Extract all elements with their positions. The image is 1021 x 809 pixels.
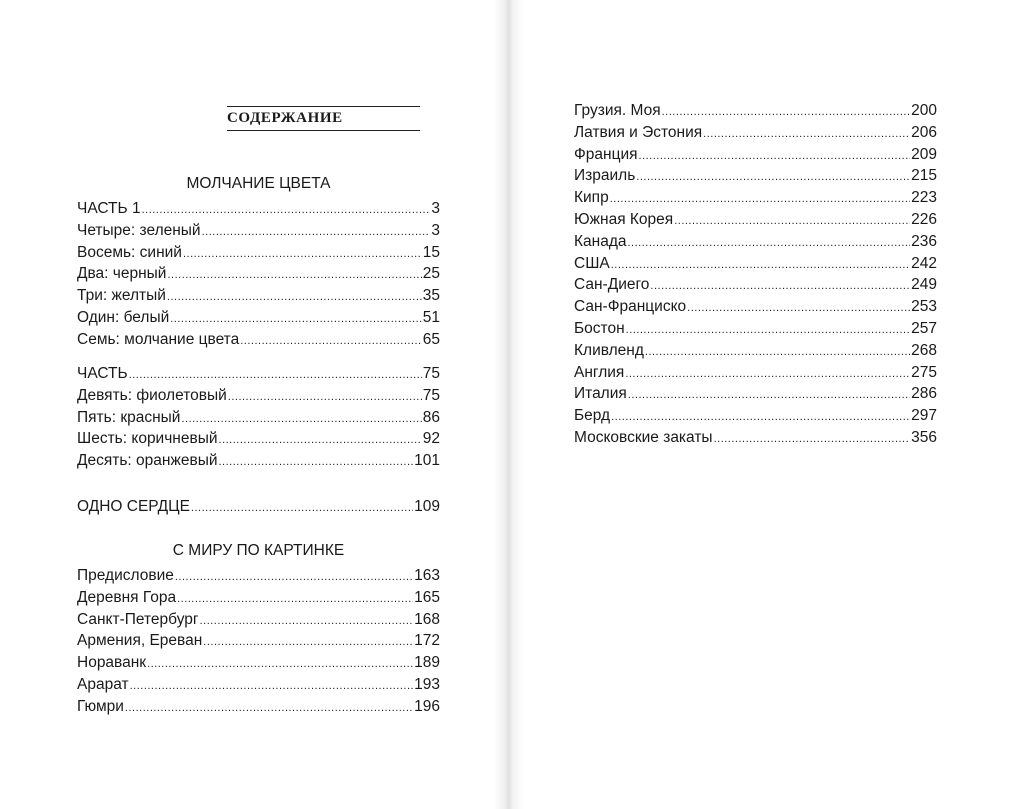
toc-entry[interactable] xyxy=(77,265,440,287)
entry-title: Нораванк xyxy=(77,654,147,672)
dot-leader xyxy=(181,413,421,425)
entry-title: Шесть: коричневый xyxy=(77,430,218,448)
entry-title: Грузия. Моя xyxy=(574,102,661,119)
dot-leader xyxy=(650,280,910,292)
dot-leader xyxy=(170,313,422,325)
toc-entry[interactable] xyxy=(574,364,937,386)
dot-leader xyxy=(125,702,413,714)
entry-page: 86 xyxy=(422,408,440,426)
entry-title: Деревня Гора xyxy=(77,588,177,606)
entry-page: 206 xyxy=(911,123,937,141)
entry-page: 196 xyxy=(414,697,440,715)
entry-title: Гюмри xyxy=(77,697,124,715)
toc-entry[interactable] xyxy=(574,146,937,168)
toc-entry[interactable] xyxy=(574,385,937,407)
entry-page: 101 xyxy=(414,452,440,470)
dot-leader xyxy=(228,391,422,403)
dot-leader xyxy=(703,128,910,140)
entry-title: Арарат xyxy=(77,675,129,693)
dot-leader xyxy=(662,106,911,118)
entry-title: Сан-Диего xyxy=(574,276,650,294)
entry-page: 3 xyxy=(431,221,440,239)
entry-page: 172 xyxy=(414,632,440,650)
dot-leader xyxy=(636,171,910,183)
entry-page: 249 xyxy=(911,276,937,294)
dot-leader xyxy=(129,369,422,381)
toc-entry[interactable] xyxy=(77,309,440,331)
dot-leader xyxy=(610,193,910,205)
toc-entry[interactable] xyxy=(77,452,440,474)
entry-title: Семь: молчание цвета xyxy=(77,330,240,348)
toc-entry[interactable] xyxy=(574,189,937,211)
entry-title: ОДНО СЕРДЦЕ xyxy=(77,498,190,515)
dot-leader xyxy=(203,636,413,648)
entry-title: ЧАСТЬ xyxy=(77,365,128,382)
dot-leader xyxy=(628,389,910,401)
toc-entry[interactable] xyxy=(77,244,440,266)
entry-title: ЧАСТЬ 1 xyxy=(77,200,141,217)
toc-entry[interactable] xyxy=(574,124,937,146)
dot-leader xyxy=(202,226,431,238)
entry-title: Предисловие xyxy=(77,567,174,584)
toc-entry[interactable] xyxy=(574,255,937,277)
dot-leader xyxy=(611,259,910,271)
entry-title: Южная Корея xyxy=(574,210,674,228)
dot-leader xyxy=(714,433,911,445)
entry-page: 15 xyxy=(422,243,440,261)
entry-page: 209 xyxy=(911,145,937,163)
entry-title: Франция xyxy=(574,145,638,163)
entry-page: 75 xyxy=(422,365,440,382)
entry-page: 193 xyxy=(414,675,440,693)
entry-title: Израиль xyxy=(574,167,636,185)
entry-page: 200 xyxy=(911,102,937,119)
entry-page: 253 xyxy=(911,298,937,316)
toc-entry[interactable] xyxy=(77,589,440,611)
dot-leader xyxy=(175,571,413,583)
toc-entry[interactable] xyxy=(77,654,440,676)
dot-leader xyxy=(611,411,910,423)
entry-title: США xyxy=(574,254,610,272)
toc-list-silence-part2 xyxy=(77,365,440,474)
entry-page: 109 xyxy=(414,498,440,515)
entry-title: Кливленд xyxy=(574,341,644,359)
toc-entry[interactable] xyxy=(574,211,937,233)
entry-page: 297 xyxy=(911,407,937,425)
book-gutter-shadow xyxy=(494,0,524,809)
entry-title: Берд xyxy=(574,407,611,425)
toc-list-silence-part1 xyxy=(77,200,440,353)
entry-page: 65 xyxy=(422,330,440,348)
entry-page: 275 xyxy=(911,363,937,381)
toc-entry[interactable] xyxy=(574,102,937,124)
toc-entry[interactable] xyxy=(77,200,440,222)
dot-leader xyxy=(639,150,911,162)
toc-entry[interactable] xyxy=(77,567,440,589)
entry-page: 35 xyxy=(422,287,440,305)
toc-entry[interactable] xyxy=(574,429,937,451)
toc-entry[interactable] xyxy=(574,342,937,364)
dot-leader xyxy=(142,204,431,216)
dot-leader xyxy=(167,269,421,281)
entry-page: 92 xyxy=(422,430,440,448)
entry-title: Четыре: зеленый xyxy=(77,221,201,239)
dot-leader xyxy=(240,335,422,347)
entry-page: 168 xyxy=(414,610,440,628)
dot-leader xyxy=(130,680,414,692)
dot-leader xyxy=(200,615,414,627)
toc-entry[interactable] xyxy=(574,320,937,342)
dot-leader xyxy=(147,658,413,670)
entry-title: Латвия и Эстония xyxy=(574,123,703,141)
entry-page: 51 xyxy=(422,308,440,326)
entry-page: 75 xyxy=(422,386,440,404)
entry-page: 242 xyxy=(911,254,937,272)
dot-leader xyxy=(167,291,422,303)
entry-title: Три: желтый xyxy=(77,287,166,305)
entry-title: Сан-Франциско xyxy=(574,298,687,316)
toc-entry[interactable] xyxy=(574,233,937,255)
dot-leader xyxy=(674,215,910,227)
entry-page: 25 xyxy=(422,265,440,283)
dot-leader xyxy=(177,593,413,605)
entry-title: Девять: фиолетовый xyxy=(77,386,227,404)
entry-page: 165 xyxy=(414,588,440,606)
toc-entry[interactable] xyxy=(77,611,440,633)
entry-title: Бостон xyxy=(574,319,625,337)
entry-title: Армения, Ереван xyxy=(77,632,203,650)
toc-entry[interactable] xyxy=(77,387,440,409)
dot-leader xyxy=(628,237,911,249)
entry-page: 223 xyxy=(911,189,937,207)
toc-title: СОДЕРЖАНИЕ xyxy=(227,106,420,131)
entry-title: Канада xyxy=(574,232,627,250)
toc-entry[interactable] xyxy=(77,222,440,244)
entry-page: 189 xyxy=(414,654,440,672)
entry-title: Италия xyxy=(574,385,627,403)
toc-entry[interactable] xyxy=(574,276,937,298)
entry-page: 257 xyxy=(911,319,937,337)
dot-leader xyxy=(687,302,910,314)
toc-entry[interactable] xyxy=(77,331,440,353)
entry-title: Десять: оранжевый xyxy=(77,452,218,470)
entry-page: 356 xyxy=(911,428,937,446)
section-heading-around-the-world: С МИРУ ПО КАРТИНКЕ xyxy=(172,542,345,559)
dot-leader xyxy=(626,324,910,336)
entry-title: Пять: красный xyxy=(77,408,181,426)
toc-list-right-page xyxy=(574,102,937,451)
dot-leader xyxy=(219,456,414,468)
entry-page: 268 xyxy=(911,341,937,359)
entry-page: 3 xyxy=(431,200,440,217)
dot-leader xyxy=(625,368,910,380)
toc-entry[interactable] xyxy=(77,632,440,654)
toc-list-around-the-world xyxy=(77,567,440,720)
dot-leader xyxy=(645,346,910,358)
toc-entry[interactable] xyxy=(574,167,937,189)
toc-entry[interactable] xyxy=(77,287,440,309)
entry-page: 226 xyxy=(911,210,937,228)
toc-entry[interactable] xyxy=(574,298,937,320)
dot-leader xyxy=(191,502,413,514)
entry-page: 215 xyxy=(911,167,937,185)
toc-entry[interactable] xyxy=(77,498,440,520)
entry-title: Санкт-Петербург xyxy=(77,610,199,628)
dot-leader xyxy=(219,434,422,446)
entry-title: Один: белый xyxy=(77,308,170,326)
section-heading-silence-of-color: МОЛЧАНИЕ ЦВЕТА xyxy=(186,175,331,192)
toc-entry[interactable] xyxy=(77,676,440,698)
dot-leader xyxy=(183,248,422,260)
entry-title: Два: черный xyxy=(77,265,167,283)
entry-title: Московские закаты xyxy=(574,428,713,446)
entry-title: Восемь: синий xyxy=(77,243,182,261)
toc-entry[interactable] xyxy=(77,430,440,452)
entry-page: 163 xyxy=(414,567,440,584)
entry-page: 236 xyxy=(911,232,937,250)
toc-entry[interactable] xyxy=(77,365,440,387)
entry-title: Англия xyxy=(574,363,625,381)
entry-page: 286 xyxy=(911,385,937,403)
toc-entry[interactable] xyxy=(77,698,440,720)
toc-entry[interactable] xyxy=(77,409,440,431)
toc-entry[interactable] xyxy=(574,407,937,429)
toc-list-one-heart xyxy=(77,498,440,520)
entry-title: Кипр xyxy=(574,189,609,207)
